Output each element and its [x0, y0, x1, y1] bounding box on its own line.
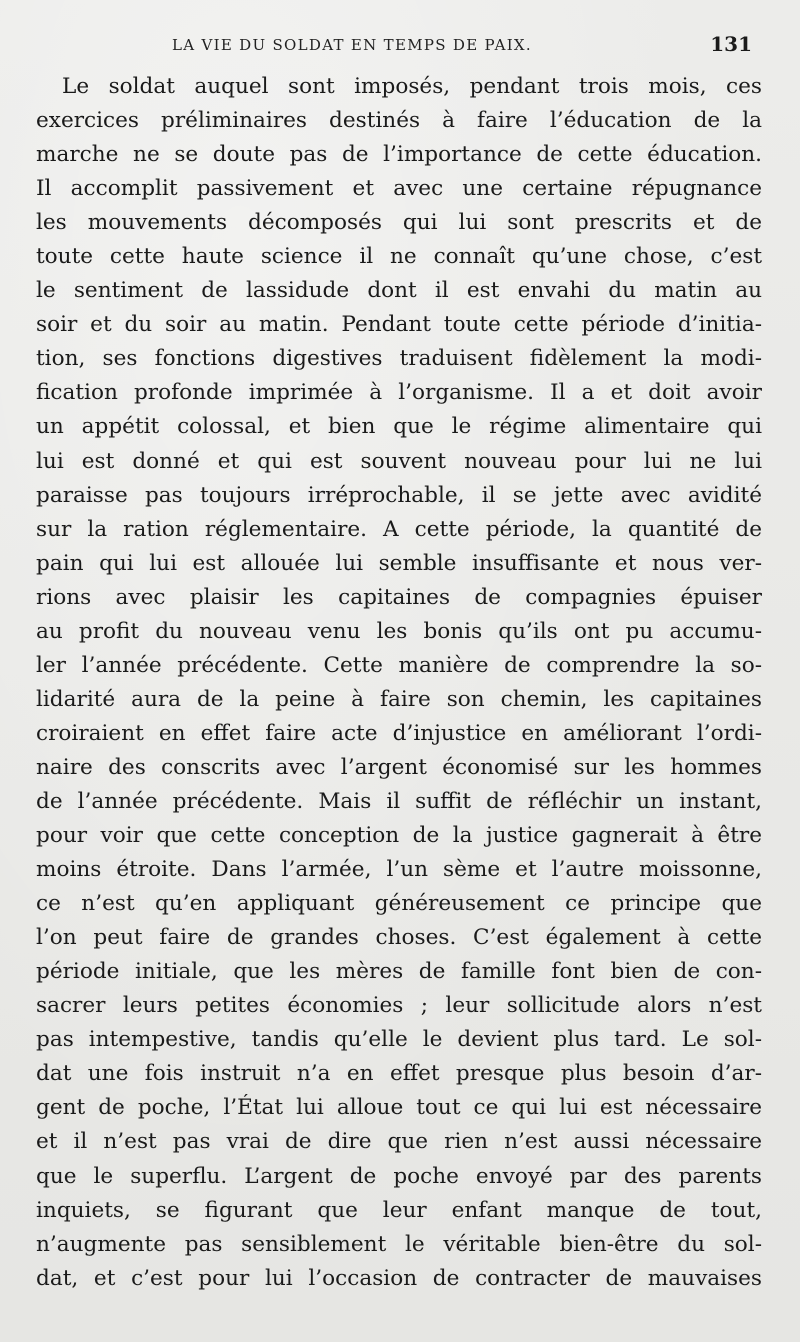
- text-line: dat, et c’est pour lui l’occasion de contracter de mauvaises: [36, 1265, 762, 1291]
- text-line: inquiets, se figurant que leur enfant manque de tout,: [36, 1197, 762, 1223]
- text-line: naire des conscrits avec l’argent économisé sur les hommes: [36, 754, 762, 780]
- text-line: ce n’est qu’en appliquant généreusement ce principe que: [36, 891, 762, 917]
- text-line: dat une fois instruit n’a en effet presque plus besoin d’ar-: [36, 1061, 762, 1087]
- text-line: le sentiment de lassidude dont il est envahi du matin au: [36, 278, 762, 304]
- text-line: moins étroite. Dans l’armée, l’un sème et l’autre moissonne,: [36, 857, 762, 883]
- text-line: et il n’est pas vrai de dire que rien n’est aussi nécessaire: [36, 1129, 762, 1155]
- page-number: 131: [710, 32, 752, 56]
- text-line: Le soldat auquel sont imposés, pendant trois mois, ces: [62, 74, 762, 99]
- running-header: [0, 30, 800, 60]
- text-line: Il accomplit passivement et avec une certaine répugnance: [36, 176, 762, 202]
- text-line: ler l’année précédente. Cette manière de comprendre la so-: [36, 652, 762, 678]
- text-line: tion, ses fonctions digestives traduisent fidèlement la modi-: [36, 346, 762, 372]
- text-line: période initiale, que les mères de famille font bien de con-: [36, 959, 762, 985]
- body-paragraph: [36, 70, 762, 1296]
- text-line: de l’année précédente. Mais il suffit de réfléchir un instant,: [36, 788, 762, 814]
- text-line: exercices préliminaires destinés à faire l’éducation de la: [36, 108, 762, 134]
- text-line: sur la ration réglementaire. A cette période, la quantité de: [36, 516, 762, 542]
- text-line: pour voir que cette conception de la justice gagnerait à être: [36, 823, 762, 849]
- text-line: pain qui lui est allouée lui semble insuffisante et nous ver-: [36, 550, 762, 576]
- text-line: paraisse pas toujours irréprochable, il se jette avec avidité: [36, 482, 762, 508]
- text-line: soir et du soir au matin. Pendant toute cette période d’initia-: [36, 312, 762, 338]
- text-line: que le superflu. L’argent de poche envoyé par des parents: [36, 1163, 762, 1189]
- text-line: fication profonde imprimée à l’organisme. Il a et doit avoir: [36, 380, 762, 406]
- text-line: l’on peut faire de grandes choses. C’est également à cette: [36, 925, 762, 951]
- text-line: n’augmente pas sensiblement le véritable bien-être du sol-: [36, 1231, 762, 1257]
- text-line: gent de poche, l’État lui alloue tout ce qui lui est nécessaire: [36, 1095, 762, 1121]
- text-line: pas intempestive, tandis qu’elle le devient plus tard. Le sol-: [36, 1027, 762, 1053]
- text-line: marche ne se doute pas de l’importance de cette éducation.: [36, 142, 762, 168]
- text-line: les mouvements décomposés qui lui sont prescrits et de: [36, 210, 762, 236]
- text-line: rions avec plaisir les capitaines de compagnies épuiser: [36, 584, 762, 610]
- text-line: lui est donné et qui est souvent nouveau pour lui ne lui: [36, 448, 762, 474]
- text-line: sacrer leurs petites économies ; leur sollicitude alors n’est: [36, 993, 762, 1019]
- text-line: croiraient en effet faire acte d’injustice en améliorant l’ordi-: [36, 720, 762, 746]
- text-line: lidarité aura de la peine à faire son chemin, les capitaines: [36, 686, 762, 712]
- text-line: toute cette haute science il ne connaît qu’une chose, c’est: [36, 244, 762, 270]
- text-line: un appétit colossal, et bien que le régime alimentaire qui: [36, 414, 762, 440]
- text-line: au profit du nouveau venu les bonis qu’ils ont pu accumu-: [36, 618, 762, 644]
- running-title: LA VIE DU SOLDAT EN TEMPS DE PAIX.: [172, 36, 532, 54]
